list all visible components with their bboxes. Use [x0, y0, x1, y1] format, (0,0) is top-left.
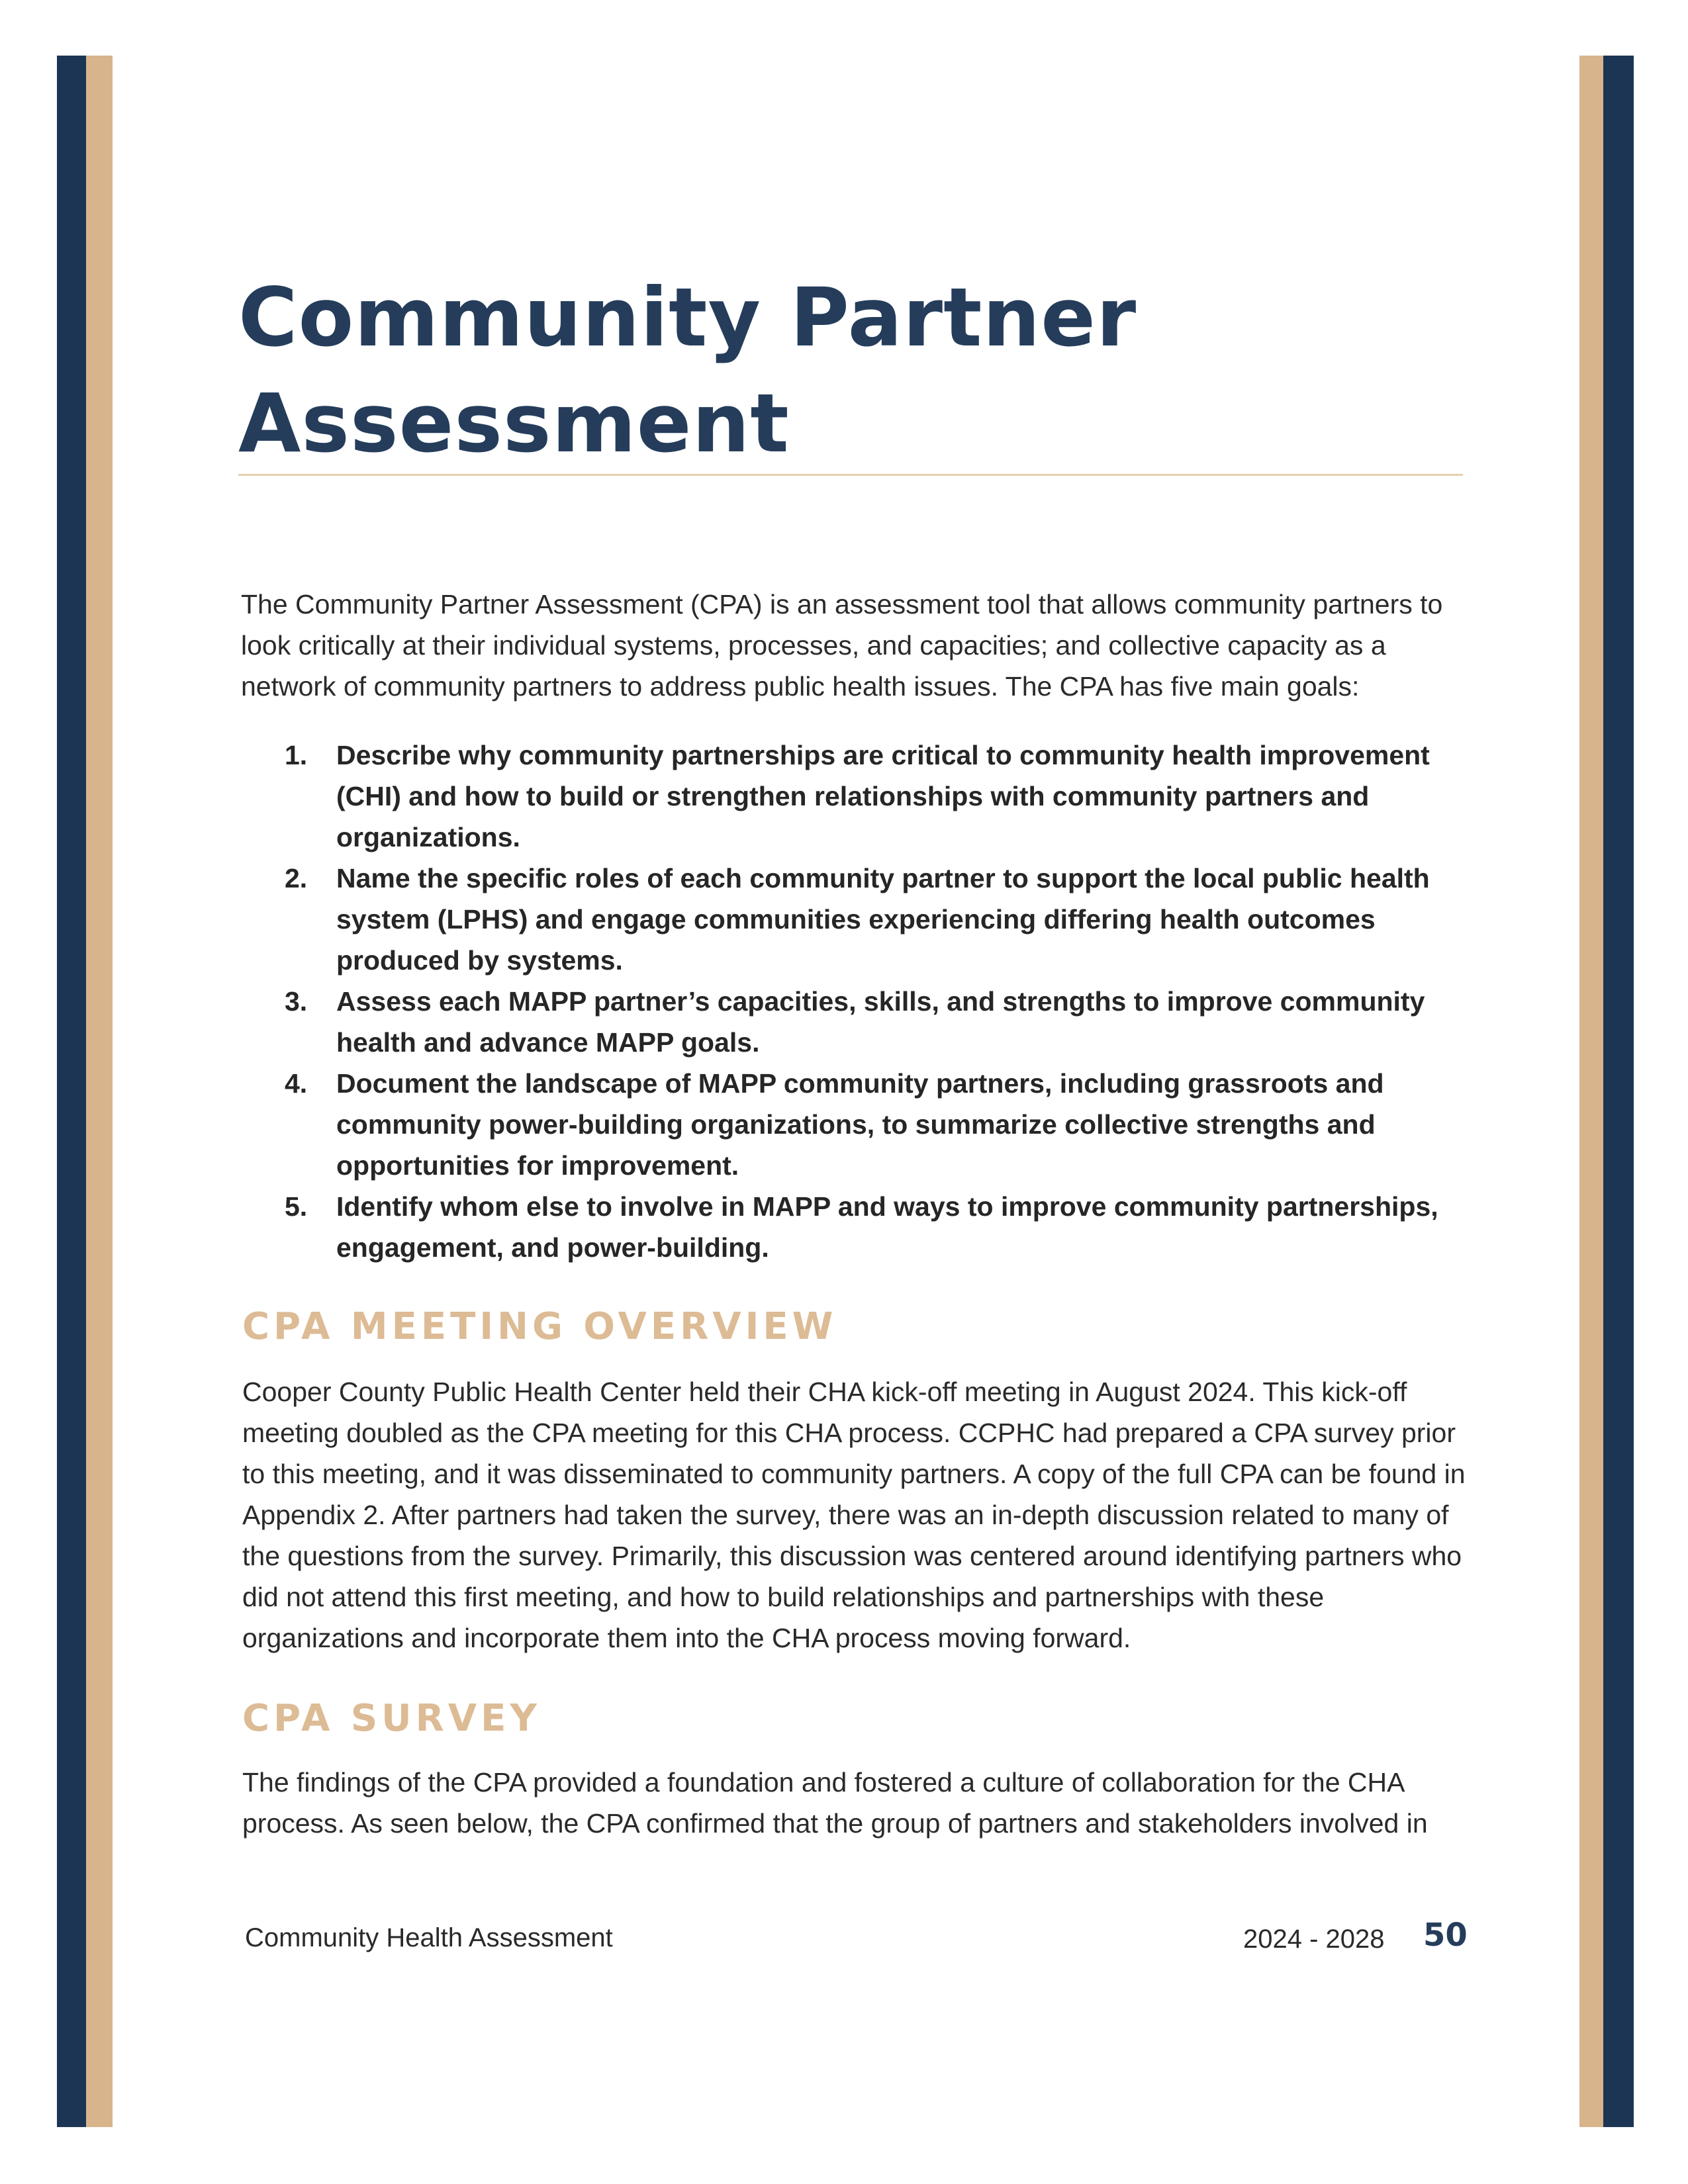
goal-text: Document the landscape of MAPP community partners, including grassroots and community power-building organizations, to summarize collective strengths and opportunities for improvement. [336, 1068, 1384, 1181]
right-tan-border-bar [1579, 56, 1603, 2127]
goal-item [285, 1186, 1476, 1268]
footer-years: 2024 - 2028 [1243, 1925, 1385, 1954]
cpa-meeting-overview-heading: CPA MEETING OVERVIEW [242, 1305, 837, 1348]
goal-text: Describe why community partnerships are critical to community health improvement (CHI) and how to build or strengthen relationships with community partners and organizations. [336, 740, 1430, 852]
cpa-survey-heading: CPA SURVEY [242, 1697, 541, 1740]
goal-number: 4. [285, 1068, 308, 1099]
footer-page-number: 50 [1423, 1917, 1468, 1954]
goal-item [285, 1063, 1476, 1186]
goal-number: 5. [285, 1191, 308, 1222]
goal-number: 1. [285, 740, 308, 770]
page-title-line-2: Assessment [238, 377, 790, 471]
cpa-survey-paragraph: The findings of the CPA provided a foundation and fostered a culture of collaboration for the CHA process. As seen below, the CPA confirmed that the group of partners and stakeholders involved in [242, 1767, 1428, 1839]
goal-item [285, 981, 1476, 1063]
goals-list [285, 735, 1476, 1268]
right-navy-border-bar [1603, 56, 1634, 2127]
cpa-meeting-overview-paragraph: Cooper County Public Health Center held their CHA kick-off meeting in August 2024. This kick-off meeting doubled as the CPA meeting for this CHA process. CCPHC had prepared a CPA survey prior to this meeting, and it was disseminated to community partners. A copy of the full CPA can be found in Appendix 2. After partners had taken the survey, there was an in-depth discussion related to many of the questions from the survey. Primarily, this discussion was centered around identifying partners who did not attend this first meeting, and how to build relationships and partnerships with these organizations and incorporate them into the CHA process moving forward. [242, 1377, 1466, 1653]
goal-text: Name the specific roles of each community partner to support the local public health system (LPHS) and engage communities experiencing differing health outcomes produced by systems. [336, 863, 1430, 976]
goal-text: Assess each MAPP partner’s capacities, skills, and strengths to improve community health and advance MAPP goals. [336, 986, 1425, 1058]
goal-text: Identify whom else to involve in MAPP and ways to improve community partnerships, engagement, and power-building. [336, 1191, 1438, 1263]
left-tan-border-bar [86, 56, 113, 2127]
footer-document-name: Community Health Assessment [245, 1923, 613, 1952]
goal-item [285, 858, 1476, 981]
page-title-line-1: Community Partner [238, 271, 1137, 365]
left-navy-border-bar [57, 56, 86, 2127]
goal-number: 2. [285, 863, 308, 893]
title-divider [238, 474, 1463, 476]
goal-item [285, 735, 1476, 858]
page-title [238, 265, 1496, 477]
goal-number: 3. [285, 986, 308, 1017]
intro-paragraph: The Community Partner Assessment (CPA) is an assessment tool that allows community partners to look critically at their individual systems, processes, and capacities; and collective capacity as a network of community partners to address public health issues. The CPA has five main goals: [241, 589, 1443, 702]
